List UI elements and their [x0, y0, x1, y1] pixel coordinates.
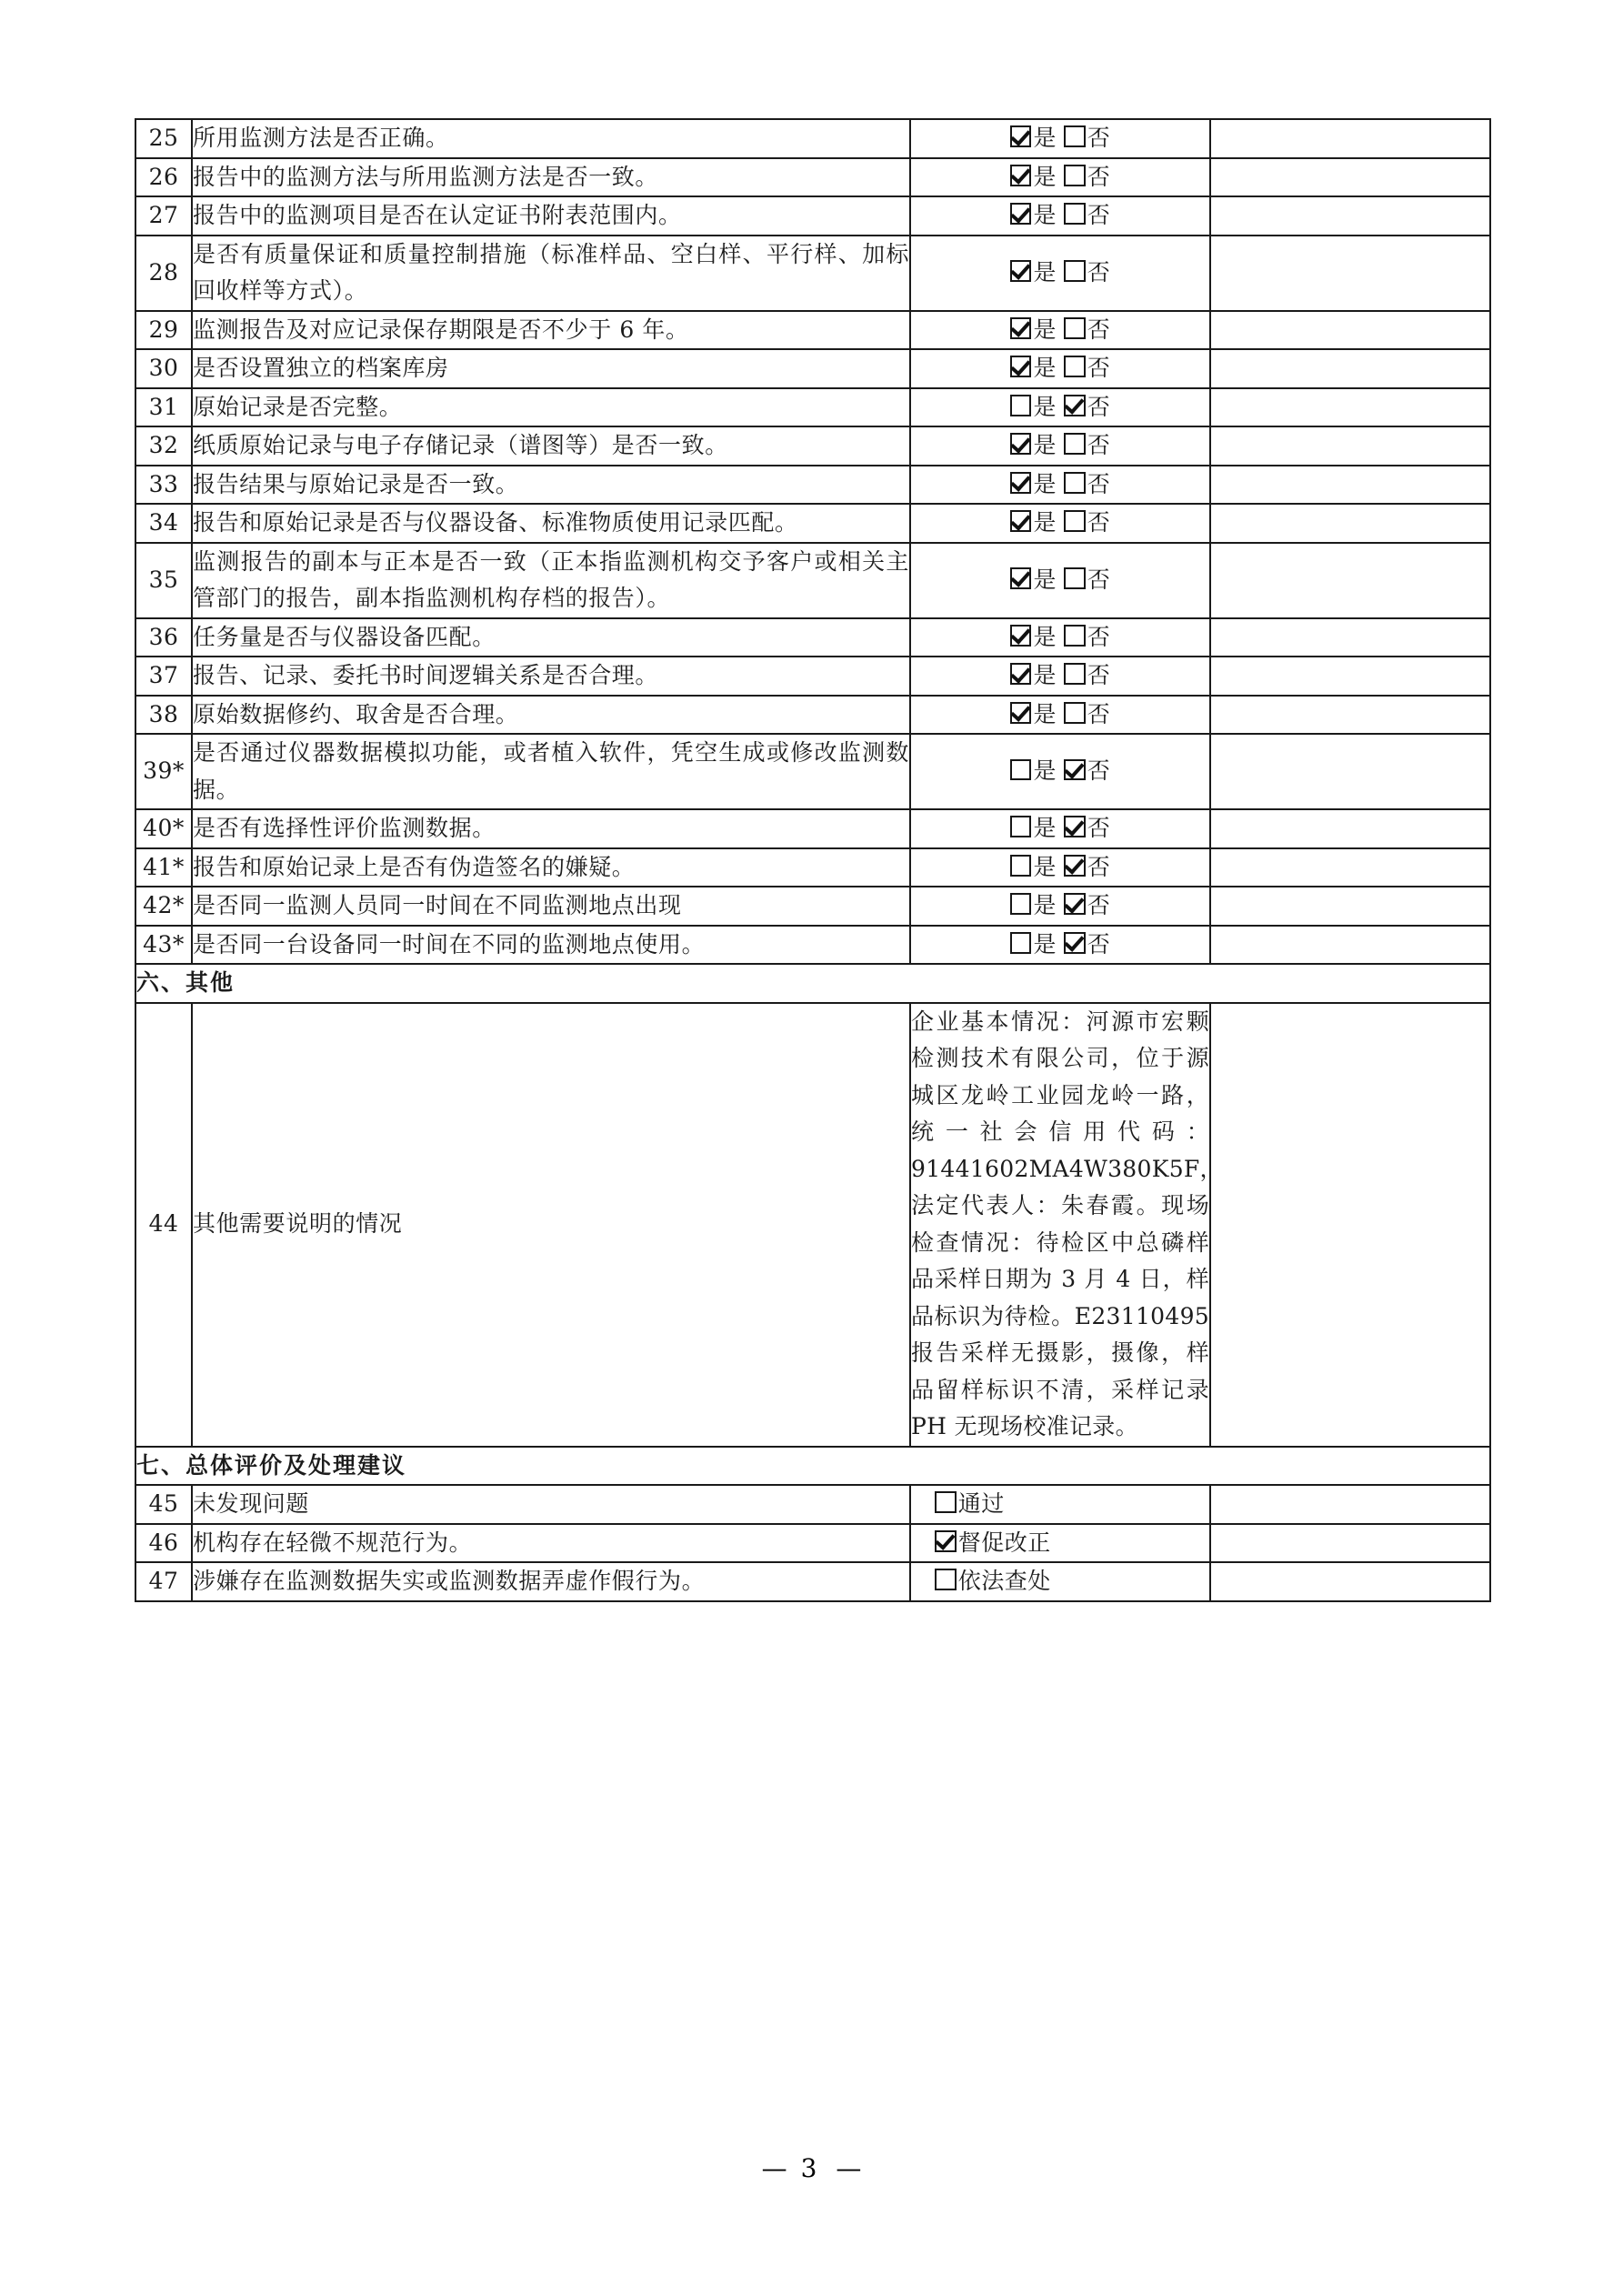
row-number: 37 — [135, 657, 192, 696]
conclusion-option[interactable] — [935, 1563, 1051, 1600]
row-number: 41* — [135, 848, 192, 887]
yes-checkbox[interactable] — [1010, 317, 1032, 339]
row-check-cell[interactable] — [910, 809, 1210, 848]
no-option[interactable] — [1064, 753, 1110, 790]
yes-checkbox[interactable] — [1010, 816, 1032, 837]
yes-label: 是 — [1033, 509, 1057, 536]
row-note-cell[interactable] — [1210, 1562, 1490, 1601]
table-row — [135, 236, 1490, 311]
table-row — [135, 809, 1490, 848]
row-note-cell[interactable] — [1210, 1485, 1490, 1524]
no-option[interactable] — [1064, 427, 1110, 465]
row-item-text: 是否同一监测人员同一时间在不同监测地点出现 — [192, 887, 910, 926]
table-row — [135, 349, 1490, 388]
yes-label: 是 — [1033, 566, 1057, 593]
table-row — [135, 466, 1490, 505]
no-checkbox[interactable] — [1064, 567, 1086, 589]
yes-checkbox[interactable] — [1010, 855, 1032, 877]
row-item-text: 机构存在轻微不规范行为。 — [192, 1524, 910, 1563]
inspection-checklist-sheet — [135, 118, 1489, 1602]
no-label: 否 — [1087, 432, 1111, 458]
no-label: 否 — [1087, 662, 1111, 688]
row-note-cell[interactable] — [1210, 119, 1490, 158]
row-check-cell[interactable] — [910, 196, 1210, 236]
table-row — [135, 543, 1490, 618]
no-option[interactable] — [1064, 505, 1110, 542]
yes-checkbox[interactable] — [1010, 625, 1032, 647]
yes-label: 是 — [1033, 202, 1057, 228]
row-check-cell[interactable] — [910, 349, 1210, 388]
row-item-text: 是否设置独立的档案库房 — [192, 349, 910, 388]
table-row — [135, 657, 1490, 696]
table-row-44 — [135, 1003, 1490, 1447]
table-row — [135, 196, 1490, 236]
yes-option[interactable] — [1010, 255, 1057, 292]
no-option[interactable] — [1064, 619, 1110, 657]
no-label: 否 — [1087, 125, 1111, 151]
row-item-text: 是否同一台设备同一时间在不同的监测地点使用。 — [192, 926, 910, 965]
yes-option[interactable] — [1010, 159, 1057, 196]
row-check-cell[interactable] — [910, 926, 1210, 965]
row-item-text: 监测报告及对应记录保存期限是否不少于 6 年。 — [192, 311, 910, 350]
yes-option[interactable] — [1010, 389, 1057, 426]
yes-option[interactable] — [1010, 120, 1057, 157]
row-note-cell[interactable] — [1210, 426, 1490, 466]
yes-option[interactable] — [1010, 427, 1057, 465]
yes-label: 是 — [1033, 757, 1057, 785]
row-number: 33 — [135, 466, 192, 505]
yes-label: 是 — [1033, 892, 1057, 918]
no-option[interactable] — [1064, 312, 1110, 349]
no-checkbox[interactable] — [1064, 816, 1086, 837]
table-row — [135, 848, 1490, 887]
no-checkbox[interactable] — [1064, 663, 1086, 685]
no-checkbox[interactable] — [1064, 472, 1086, 494]
yes-option[interactable] — [1010, 810, 1057, 847]
no-label: 否 — [1087, 930, 1111, 958]
no-label: 否 — [1087, 757, 1111, 785]
no-label: 否 — [1087, 470, 1111, 497]
no-checkbox[interactable] — [1064, 702, 1086, 724]
row-item-text: 是否有质量保证和质量控制措施（标准样品、空白样、平行样、加标回收样等方式）。 — [192, 236, 910, 311]
row-note-cell[interactable] — [1210, 236, 1490, 311]
yes-label: 是 — [1033, 853, 1057, 880]
table-row — [135, 887, 1490, 926]
row-check-cell[interactable] — [910, 1562, 1210, 1601]
yes-option[interactable] — [1010, 657, 1057, 695]
no-option[interactable] — [1064, 697, 1110, 734]
no-checkbox[interactable] — [1064, 260, 1086, 282]
no-label: 否 — [1087, 316, 1111, 343]
yes-option[interactable] — [1010, 197, 1057, 235]
no-option[interactable] — [1064, 657, 1110, 695]
no-label: 否 — [1087, 853, 1111, 880]
row-note-cell[interactable] — [1210, 926, 1490, 965]
no-checkbox[interactable] — [1064, 203, 1086, 225]
row-item-text: 原始记录是否完整。 — [192, 388, 910, 427]
conclusion-option[interactable] — [935, 1525, 1051, 1562]
conclusion-label: 通过 — [957, 1490, 1005, 1517]
row-number: 32 — [135, 426, 192, 466]
page-number: 3 — [800, 2153, 823, 2183]
row-item-text: 报告中的监测项目是否在认定证书附表范围内。 — [192, 196, 910, 236]
row-note-cell[interactable] — [1210, 618, 1490, 657]
no-option[interactable] — [1064, 159, 1110, 196]
yes-label: 是 — [1033, 700, 1057, 727]
yes-checkbox[interactable] — [1010, 260, 1032, 282]
yes-label: 是 — [1033, 470, 1057, 497]
row-item-text: 涉嫌存在监测数据失实或监测数据弄虚作假行为。 — [192, 1562, 910, 1601]
row-number: 42* — [135, 887, 192, 926]
row-item-text: 所用监测方法是否正确。 — [192, 119, 910, 158]
row-item-text: 报告中的监测方法与所用监测方法是否一致。 — [192, 158, 910, 197]
section-seven-title: 七、总体评价及处理建议 — [135, 1447, 1490, 1486]
no-option[interactable] — [1064, 562, 1110, 599]
no-label: 否 — [1087, 202, 1111, 228]
other-situation-text[interactable]: 企业基本情况：河源市宏颗检测技术有限公司，位于源城区龙岭工业园龙岭一路，统一社会信用代码：91441602MA4W380K5F，法定代表人：朱春霞。现场检查情况：待检区中总磷样品采样日期为 3 月 4 日，样品标识为待检。E23110495报告采样无摄影，摄像，样品留样标识不清，采样记录 PH 无现场校准记录。 — [910, 1003, 1210, 1447]
yes-label: 是 — [1033, 316, 1057, 343]
no-label: 否 — [1087, 258, 1111, 286]
row-number: 25 — [135, 119, 192, 158]
yes-label: 是 — [1033, 258, 1057, 286]
yes-label: 是 — [1033, 623, 1057, 650]
yes-checkbox[interactable] — [1010, 433, 1032, 455]
no-option[interactable] — [1064, 810, 1110, 847]
yes-checkbox[interactable] — [1010, 663, 1032, 685]
no-option[interactable] — [1064, 350, 1110, 387]
row-note-cell[interactable] — [1210, 734, 1490, 809]
yes-option[interactable] — [1010, 753, 1057, 790]
row-number: 35 — [135, 543, 192, 618]
yes-checkbox[interactable] — [1010, 203, 1032, 225]
row-note-cell[interactable] — [1210, 311, 1490, 350]
yes-checkbox[interactable] — [1010, 510, 1032, 532]
row-check-cell[interactable] — [910, 734, 1210, 809]
table-row — [135, 158, 1490, 197]
section-header-row-six — [135, 964, 1490, 1003]
row-item-text: 任务量是否与仪器设备匹配。 — [192, 618, 910, 657]
yes-checkbox[interactable] — [1010, 759, 1032, 781]
yes-checkbox[interactable] — [1010, 702, 1032, 724]
row-check-cell[interactable] — [910, 887, 1210, 926]
row-number: 29 — [135, 311, 192, 350]
page-footer — [0, 2153, 1623, 2183]
row-note-cell[interactable] — [1210, 388, 1490, 427]
row-item-text: 报告和原始记录上是否有伪造签名的嫌疑。 — [192, 848, 910, 887]
yes-checkbox[interactable] — [1010, 472, 1032, 494]
conclusion-label: 依法查处 — [957, 1568, 1051, 1594]
row-note-cell[interactable] — [1210, 887, 1490, 926]
table-row — [135, 119, 1490, 158]
row-note-cell[interactable] — [1210, 196, 1490, 236]
table-row — [135, 926, 1490, 965]
yes-option[interactable] — [1010, 466, 1057, 504]
row-item-text: 报告和原始记录是否与仪器设备、标准物质使用记录匹配。 — [192, 504, 910, 543]
yes-option[interactable] — [1010, 849, 1057, 887]
table-row — [135, 504, 1490, 543]
row-number: 38 — [135, 696, 192, 735]
row-check-cell[interactable] — [910, 504, 1210, 543]
row-item-text: 其他需要说明的情况 — [192, 1003, 910, 1447]
no-label: 否 — [1087, 393, 1111, 420]
yes-option[interactable] — [1010, 350, 1057, 387]
row-check-cell[interactable] — [910, 1485, 1210, 1524]
no-option[interactable] — [1064, 466, 1110, 504]
no-checkbox[interactable] — [1064, 759, 1086, 781]
yes-checkbox[interactable] — [1010, 567, 1032, 589]
yes-option[interactable] — [1010, 505, 1057, 542]
row-number: 30 — [135, 349, 192, 388]
row-note-cell[interactable] — [1210, 657, 1490, 696]
conclusion-option[interactable] — [935, 1486, 1005, 1523]
row-item-text: 纸质原始记录与电子存储记录（谱图等）是否一致。 — [192, 426, 910, 466]
conclusion-label: 督促改正 — [957, 1529, 1051, 1556]
no-option[interactable] — [1064, 120, 1110, 157]
table-row — [135, 426, 1490, 466]
footer-dash-right: — — [836, 2153, 862, 2183]
no-checkbox[interactable] — [1064, 395, 1086, 416]
no-label: 否 — [1087, 623, 1111, 650]
no-checkbox[interactable] — [1064, 625, 1086, 647]
no-label: 否 — [1087, 892, 1111, 918]
row-number: 40* — [135, 809, 192, 848]
yes-checkbox[interactable] — [1010, 165, 1032, 186]
row-number: 34 — [135, 504, 192, 543]
row-item-text: 报告结果与原始记录是否一致。 — [192, 466, 910, 505]
table-row — [135, 618, 1490, 657]
no-option[interactable] — [1064, 255, 1110, 292]
no-label: 否 — [1087, 700, 1111, 727]
section-header-row-seven — [135, 1447, 1490, 1486]
yes-checkbox[interactable] — [1010, 395, 1032, 416]
yes-option[interactable] — [1010, 887, 1057, 925]
row-number: 45 — [135, 1485, 192, 1524]
yes-label: 是 — [1033, 393, 1057, 420]
no-checkbox[interactable] — [1064, 932, 1086, 954]
yes-option[interactable] — [1010, 619, 1057, 657]
row-note-cell[interactable] — [1210, 466, 1490, 505]
no-option[interactable] — [1064, 197, 1110, 235]
no-label: 否 — [1087, 815, 1111, 841]
row-note-cell[interactable] — [1210, 1003, 1490, 1447]
table-row — [135, 311, 1490, 350]
row-check-cell[interactable] — [910, 848, 1210, 887]
row-note-cell[interactable] — [1210, 848, 1490, 887]
row-check-cell[interactable] — [910, 618, 1210, 657]
table-row — [135, 696, 1490, 735]
yes-label: 是 — [1033, 125, 1057, 151]
row-note-cell[interactable] — [1210, 158, 1490, 197]
no-label: 否 — [1087, 509, 1111, 536]
no-label: 否 — [1087, 355, 1111, 381]
no-checkbox[interactable] — [1064, 317, 1086, 339]
yes-checkbox[interactable] — [1010, 893, 1032, 915]
row-check-cell[interactable] — [910, 388, 1210, 427]
row-number: 47 — [135, 1562, 192, 1601]
row-check-cell[interactable] — [910, 696, 1210, 735]
yes-label: 是 — [1033, 662, 1057, 688]
no-option[interactable] — [1064, 849, 1110, 887]
yes-option[interactable] — [1010, 697, 1057, 734]
row-number: 46 — [135, 1524, 192, 1563]
row-check-cell[interactable] — [910, 311, 1210, 350]
table-row — [135, 734, 1490, 809]
row-check-cell[interactable] — [910, 426, 1210, 466]
yes-checkbox[interactable] — [1010, 932, 1032, 954]
row-check-cell[interactable] — [910, 119, 1210, 158]
row-item-text: 监测报告的副本与正本是否一致（正本指监测机构交予客户或相关主管部门的报告，副本指监测机构存档的报告）。 — [192, 543, 910, 618]
table-row — [135, 388, 1490, 427]
row-check-cell[interactable] — [910, 1524, 1210, 1563]
no-checkbox[interactable] — [1064, 356, 1086, 377]
no-label: 否 — [1087, 163, 1111, 190]
no-checkbox[interactable] — [1064, 433, 1086, 455]
yes-checkbox[interactable] — [1010, 125, 1032, 147]
row-number: 26 — [135, 158, 192, 197]
row-item-text: 未发现问题 — [192, 1485, 910, 1524]
yes-label: 是 — [1033, 930, 1057, 958]
row-item-text: 报告、记录、委托书时间逻辑关系是否合理。 — [192, 657, 910, 696]
row-check-cell[interactable] — [910, 657, 1210, 696]
row-item-text: 原始数据修约、取舍是否合理。 — [192, 696, 910, 735]
footer-dash-left: — — [761, 2153, 787, 2183]
no-checkbox[interactable] — [1064, 165, 1086, 186]
row-note-cell[interactable] — [1210, 809, 1490, 848]
yes-option[interactable] — [1010, 312, 1057, 349]
no-option[interactable] — [1064, 927, 1110, 964]
section-six-title: 六、其他 — [135, 964, 1490, 1003]
row-number: 27 — [135, 196, 192, 236]
row-check-cell[interactable] — [910, 543, 1210, 618]
row-number: 28 — [135, 236, 192, 311]
no-checkbox[interactable] — [1064, 125, 1086, 147]
yes-option[interactable] — [1010, 927, 1057, 964]
no-checkbox[interactable] — [1064, 510, 1086, 532]
row-note-cell[interactable] — [1210, 1524, 1490, 1563]
row-note-cell[interactable] — [1210, 349, 1490, 388]
conclusion-checkbox[interactable] — [935, 1530, 957, 1552]
row-check-cell[interactable] — [910, 466, 1210, 505]
table-row — [135, 1562, 1490, 1601]
yes-label: 是 — [1033, 163, 1057, 190]
row-note-cell[interactable] — [1210, 696, 1490, 735]
no-option[interactable] — [1064, 389, 1110, 426]
yes-label: 是 — [1033, 815, 1057, 841]
row-number: 44 — [135, 1003, 192, 1447]
yes-label: 是 — [1033, 355, 1057, 381]
row-note-cell[interactable] — [1210, 543, 1490, 618]
checklist-table — [135, 118, 1491, 1602]
yes-checkbox[interactable] — [1010, 356, 1032, 377]
row-item-text: 是否有选择性评价监测数据。 — [192, 809, 910, 848]
row-check-cell[interactable] — [910, 236, 1210, 311]
conclusion-checkbox[interactable] — [935, 1491, 957, 1513]
conclusion-checkbox[interactable] — [935, 1569, 957, 1590]
row-number: 43* — [135, 926, 192, 965]
no-label: 否 — [1087, 566, 1111, 593]
yes-label: 是 — [1033, 432, 1057, 458]
table-row — [135, 1524, 1490, 1563]
row-number: 36 — [135, 618, 192, 657]
row-check-cell[interactable] — [910, 158, 1210, 197]
row-item-text: 是否通过仪器数据模拟功能，或者植入软件，凭空生成或修改监测数据。 — [192, 734, 910, 809]
no-option[interactable] — [1064, 887, 1110, 925]
no-checkbox[interactable] — [1064, 893, 1086, 915]
row-number: 39* — [135, 734, 192, 809]
no-checkbox[interactable] — [1064, 855, 1086, 877]
row-number: 31 — [135, 388, 192, 427]
row-note-cell[interactable] — [1210, 504, 1490, 543]
yes-option[interactable] — [1010, 562, 1057, 599]
table-row — [135, 1485, 1490, 1524]
